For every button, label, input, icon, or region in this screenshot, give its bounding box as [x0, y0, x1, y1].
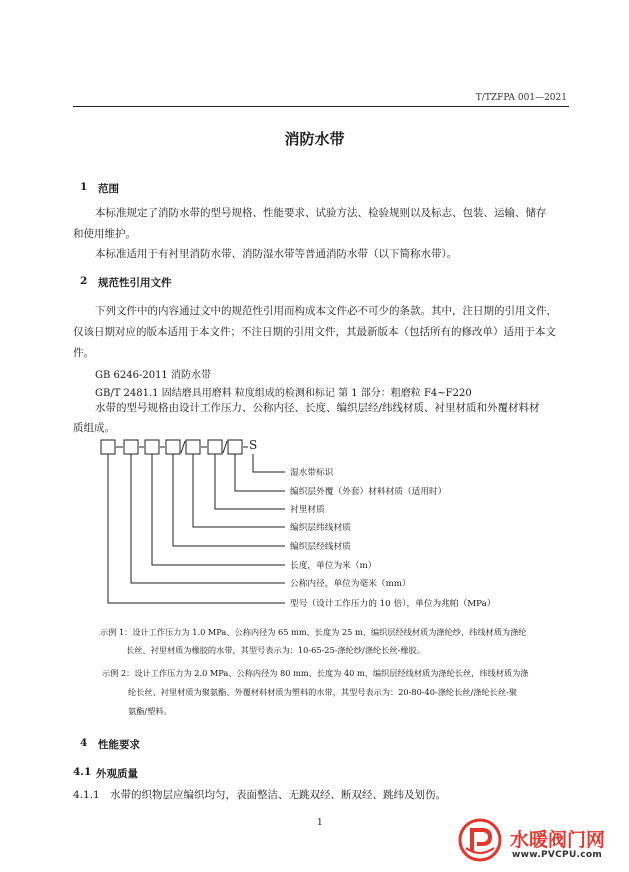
diagram-label-warp-material: 编织层经线材质 [290, 542, 351, 552]
watermark-site-url: www.PVCPU.com [512, 850, 603, 860]
normative-para-line-1: 下列文件中的内容通过文中的规范性引用而构成本文件必不可少的条款。其中，注日期的引用文件， [95, 305, 557, 317]
watermark-logo-icon [458, 818, 502, 862]
box-pressure [101, 440, 115, 454]
clause-4-1-1-text: 水带的织物层应编织均匀，表面整洁、无跳双经、断双经、跳纬及划伤。 [110, 789, 446, 801]
section-1-number: 1 [80, 181, 88, 193]
scope-para-1-line-1: 本标准规定了消防水带的型号规格、性能要求、试验方法、检验规则以及标志、包装、运输、储存 [95, 207, 547, 219]
reference-gbt2481: GB/T 2481.1 固结磨具用磨料 粒度组成的检测和标记 第 1 部分：粗磨粒 F4~F220 [95, 388, 472, 399]
page-number: 1 [317, 818, 323, 828]
section-4-1-title: 外观质量 [96, 768, 138, 780]
box-length [145, 440, 159, 454]
document-title: 消防水带 [284, 130, 345, 148]
box-diameter [124, 440, 138, 454]
model-para-line-1: 水带的型号规格由设计工作压力、公称内径、长度、编织层经/纬线材质、衬里材质和外覆材料材 [95, 402, 540, 414]
section-1-title: 范围 [98, 183, 119, 195]
section-2-number: 2 [80, 275, 88, 287]
box-lining [208, 440, 222, 454]
example-1-line-1: 示例 1：设计工作压力为 1.0 MPa、公称内径为 65 mm、长度为 25 m、编织层经线材质为涤纶纱，纬线材质为涤纶 [100, 627, 527, 637]
diagram-label-model: 型号（设计工作压力的 10 倍），单位为兆帕（MPa） [290, 599, 496, 609]
diagram-label-lining-material: 衬里材质 [290, 505, 325, 515]
normative-para-line-2: 仅该日期对应的版本适用于本文件；不注日期的引用文件，其最新版本（包括所有的修改单）适用于本文 [73, 326, 556, 338]
model-para-line-2: 质组成。 [73, 422, 115, 434]
box-warp [166, 440, 180, 454]
diagram-label-cover-material: 编织层外覆（外套）材料材质（适用时） [290, 487, 447, 497]
scope-para-2: 本标准适用于有衬里消防水带、消防湿水带等普通消防水带（以下简称水带）。 [95, 248, 458, 260]
example-2-line-3: 氨酯/塑料。 [128, 706, 172, 716]
box-cover [228, 440, 242, 454]
example-1-line-2: 长丝、衬里材质为橡胶的水带，其型号表示为：10-65-25-涤纶纱/涤纶长丝-橡胶。 [126, 645, 425, 655]
reference-gb6246: GB 6246-2011 消防水带 [95, 370, 211, 381]
standard-code: T/TZFPA 001—2021 [475, 93, 567, 103]
scope-para-1-line-2: 和使用维护。 [73, 228, 136, 240]
section-4-title: 性能要求 [98, 739, 140, 751]
section-2-title: 规范性引用文件 [98, 277, 172, 289]
diagram-label-weft-material: 编织层纬线材质 [290, 523, 351, 533]
clause-4-1-1-number: 4.1.1 [73, 789, 100, 801]
wet-hose-suffix: S [249, 438, 258, 452]
diagram-label-diameter: 公称内径，单位为毫米（mm） [290, 579, 411, 589]
normative-para-line-3: 件。 [73, 347, 94, 359]
section-4-1-number: 4.1 [73, 766, 92, 778]
diagram-label-length: 长度，单位为米（m） [290, 561, 377, 571]
example-2-line-1: 示例 2：设计工作压力为 2.0 MPa、公称内径为 80 mm、长度为 40 m、编织层经线材质为涤纶长丝，纬线材质为涤 [102, 668, 529, 678]
section-4-number: 4 [80, 737, 88, 749]
diagram-label-wet-hose: 湿水带标识 [290, 468, 334, 478]
watermark-site-name: 水暖阀门网 [510, 829, 606, 851]
example-2-line-2: 纶长丝、衬里材质为聚氨酯、外覆材料材质为塑料的水带，其型号表示为：20-80-40-涤纶长丝/涤纶长丝-聚 [128, 687, 517, 697]
box-weft [186, 440, 200, 454]
